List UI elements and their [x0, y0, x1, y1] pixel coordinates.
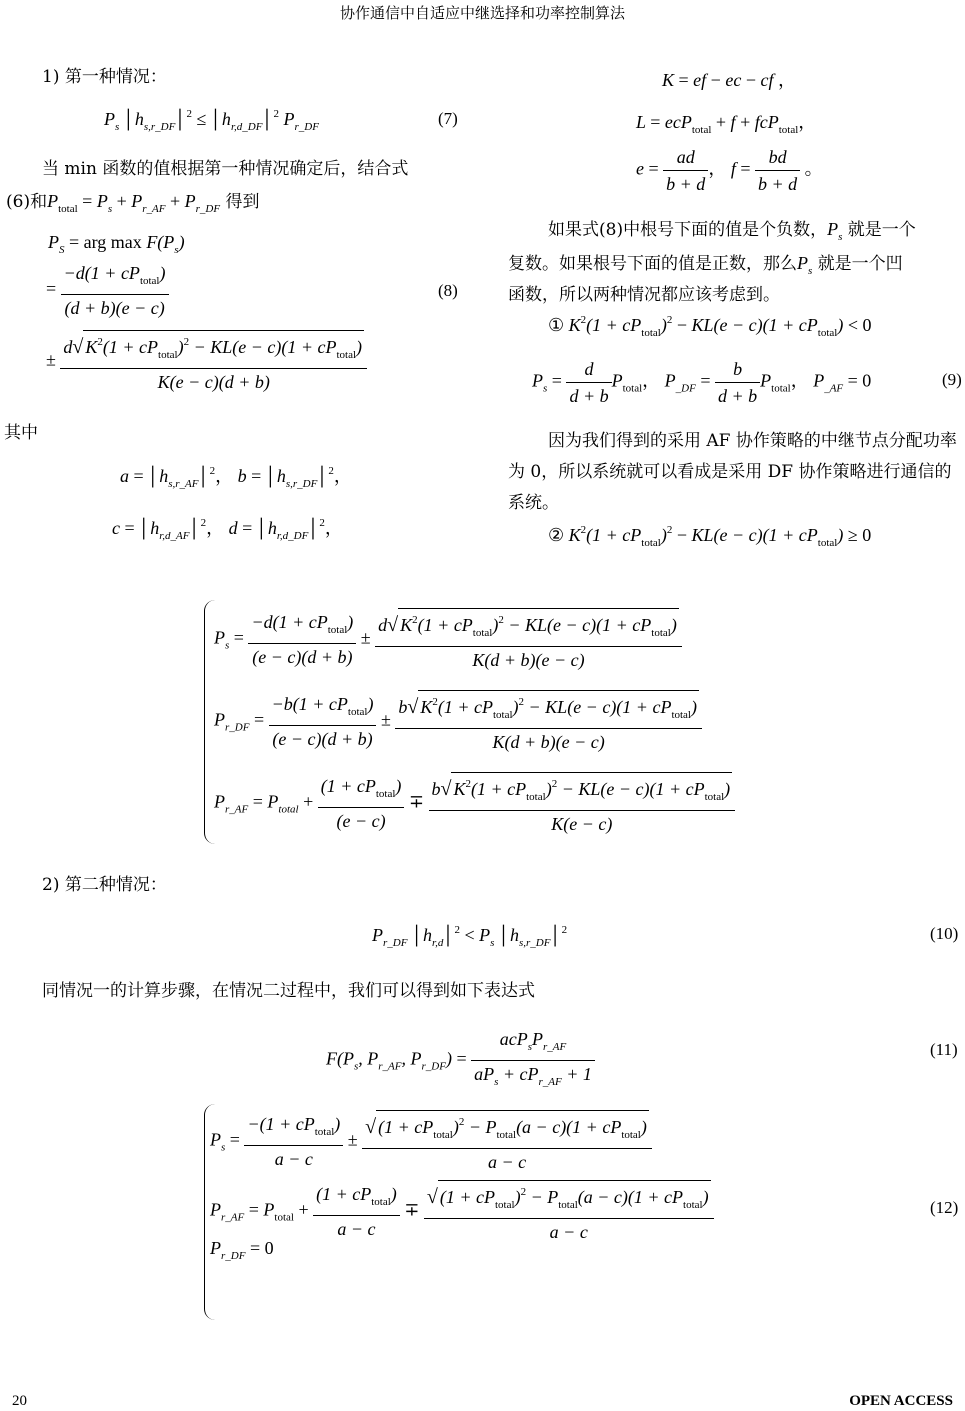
eq-number-11: (11) — [930, 1040, 958, 1059]
right-paragraph-2: 因为我们得到的采用 AF 协作策略的中继节点分配功率为 0，所以系统就可以看成是采用 DF 协作策略进行通信的系统。 — [508, 431, 957, 513]
eq-number-10: (10) — [930, 924, 959, 943]
equation-11: $F(P_s$, $P_{r\_AF}$, $P_{r\_DF}$) = $\frac{acP_sP_{r\_AF}}{aP_s + cP_{r\_AF} + 1}$ — [326, 1028, 595, 1093]
right-para-d: 就是一个凹 — [817, 254, 903, 274]
system-1-PrAF: $P_{r\_AF} = P_{total}$ + $\frac{(1 + cP_{total})}{(e - c)}$ ∓ $\frac{b√ K^2(1 + cP_{total})^2 - KL(e - c)(1 + cP_{total})}{K(e - c)}$ — [214, 772, 735, 835]
definition-L: L = ecP$_{total}$ + f + fcP$_{total}$， — [636, 112, 817, 136]
condition-2-mark: ② — [548, 525, 565, 545]
eq-number-7: (7) — [438, 109, 458, 128]
definition-c-d: $c = │h_{r,d\_AF}│^2$， $d = │h_{r,d\_DF}│^2$， — [112, 517, 343, 542]
paragraph-1-line-2 — [6, 186, 260, 225]
definition-a-b: $a = │h_{s,r\_AF}│^2$， $b = │h_{s,r\_DF}│^2$， — [120, 465, 352, 490]
inline-Ps-1: $P_s$ — [827, 219, 843, 243]
system-2-Ps: $P_s$ = $\frac{-(1 + cP_{total})}{a - c}$ ± $\frac{√ (1 + cP_{total})^2 - P_{total}(a - c)(1 + cP_{total})}{a - c}$ — [210, 1110, 652, 1173]
eq-number-12: (12) — [930, 1198, 959, 1217]
running-header: 协作通信中自适应中继选择和功率控制算法 — [339, 4, 625, 22]
condition-1-mark: ① — [548, 315, 565, 335]
system-1-Ps: $P_s$ = $\frac{-d(1 + cP_{total})}{(e - c)(d + b)}$ ± $\frac{d√ K^2(1 + cP_{total})^2 - KL(e - c)(1 + cP_{total})}{K(d + b)(e - c)}$ — [214, 608, 682, 671]
page-number: 20 — [12, 1393, 27, 1409]
condition-1: ① $K^2(1 + cP_{total})^2 - KL(e - c)(1 + cP_{total}) < 0$ — [548, 314, 872, 339]
definition-K: K = ef − ec − cf ， — [662, 70, 796, 90]
paragraph-1-ref: (6)和 — [6, 192, 48, 212]
eq-number-8: (8) — [438, 281, 458, 300]
equation-7: $P_s$ $│h_{s,r\_DF}│^2$ ≤ $│h_{r,d\_DF}│^2$ $P_{r\_DF}$ — [104, 108, 319, 133]
right-para-b: 就是一个 — [847, 220, 916, 240]
equation-8-line-3: ± $\frac{d√ K^2(1 + cP_{total})^2 - KL(e - c)(1 + cP_{total})}{K(e - c)(d + b)}$ — [46, 330, 367, 393]
eq-number-9: (9) — [942, 370, 962, 389]
right-para-line-3: 函数，所以两种情况都应该考虑到。 — [508, 285, 780, 305]
definition-e-f: e = $\frac{ad}{b + d}$ ， f = $\frac{bd}{b + d}$ 。 — [636, 147, 823, 194]
equation-8-line-1: $P_S$ = arg $\max F(P_s)$ — [48, 232, 185, 256]
equation-9: $P_s$ = $\frac{d}{d + b}$ $P_{total}$， $P_{\_DF}$ = $\frac{b}{d + b}$ $P_{total}$， $P_{\_AF} = 0$ — [532, 359, 872, 406]
paragraph-1-line-1: 当 min 函数的值根据第一种情况确定后，结合式 — [42, 159, 409, 179]
condition-2: ② $K^2(1 + cP_{total})^2 - KL(e - c)(1 + cP_{total}) \ge 0$ — [548, 524, 872, 549]
case1-heading: 1) 第一种情况： — [42, 67, 167, 87]
inline-Ps-2: $P_s$ — [797, 253, 813, 277]
where-label: 其中 — [4, 423, 38, 443]
system-1-PrDF: $P_{r\_DF}$ = $\frac{-b(1 + cP_{total})}{(e - c)(d + b)}$ ± $\frac{b√ K^2(1 + cP_{total})^2 - KL(e - c)(1 + cP_{total})}{K(d + b)(e - c)}$ — [214, 690, 702, 753]
paragraph-3: 同情况一的计算步骤，在情况二过程中，我们可以得到如下表达式 — [42, 981, 535, 1001]
equation-10: $P_{r\_DF}$ $│h_{r,d}│^2 < P_s$ $│h_{s,r\_DF}│^2$ — [372, 924, 568, 949]
inline-power-sum: $P_{total} = P_s + P_{r\_AF} + P_{r\_DF}$ — [47, 191, 221, 215]
right-para-a: 如果式(8)中根号下面的值是个负数， — [548, 220, 828, 240]
journal-label: OPEN ACCESS — [849, 1393, 953, 1409]
equation-8-line-2: = $\frac{-d(1 + cP_{total})}{(d + b)(e - c)}$ — [46, 262, 169, 319]
system-2-PrAF: $P_{r\_AF} = P_{total}$ + $\frac{(1 + cP_{total})}{a - c}$ ∓ $\frac{√ (1 + cP_{total})^2 - P_{total}(a - c)(1 + cP_{total})}{a - c}$ — [210, 1180, 714, 1243]
case2-heading: 2) 第二种情况： — [42, 875, 167, 895]
paragraph-1-tail: 得到 — [225, 192, 260, 212]
system-2-PrDF: $P_{r\_DF} = 0$ — [210, 1238, 274, 1262]
right-para-c: 复数。如果根号下面的值是正数，那么 — [508, 254, 797, 274]
